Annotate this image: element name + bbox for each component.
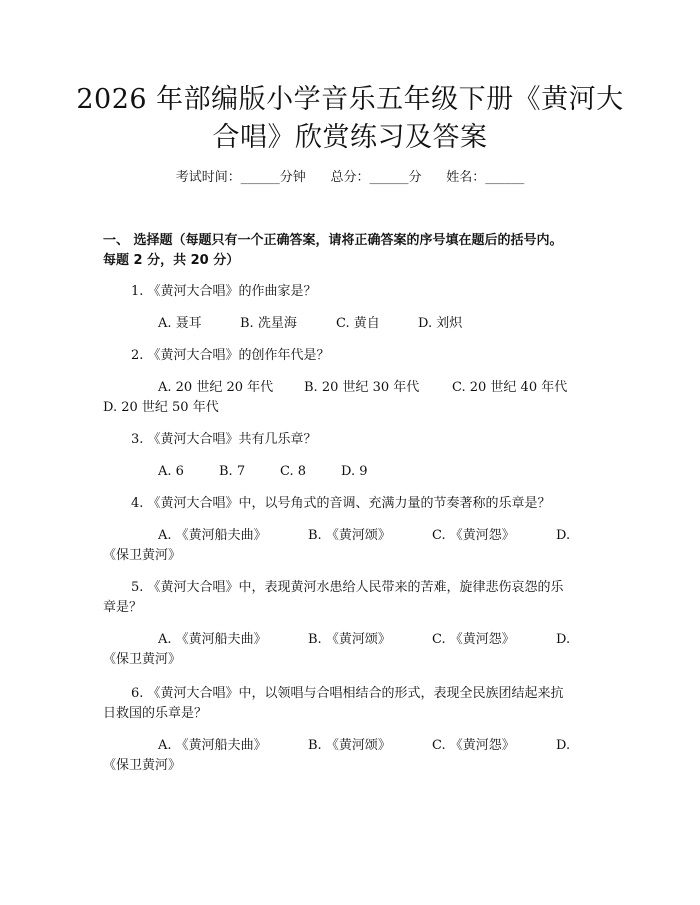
option-c: C. 20 世纪 40 年代 [452, 380, 568, 395]
question-3: 3. 《黄河大合唱》共有几乐章？ [131, 432, 317, 447]
question-5: 5. 《黄河大合唱》中，表现黄河水患给人民带来的苦难，旋律悲伤哀怨的乐 [131, 580, 564, 595]
section-heading-line-2: 每题 2 分，共 20 分） [103, 253, 240, 268]
question-3-options [158, 462, 368, 482]
section-heading-line-1: 一、 选择题（每题只有一个正确答案，请将正确答案的序号填在题后的括号内。 [103, 233, 563, 248]
option-a: A. 《黄河船夫曲》 [158, 528, 267, 543]
option-b: B. 20 世纪 30 年代 [304, 380, 420, 395]
option-b: B. 7 [219, 464, 246, 479]
option-d: D. 20 世纪 50 年代 [103, 400, 219, 415]
question-2: 2. 《黄河大合唱》的创作年代是？ [131, 348, 330, 363]
option-d: D. 刘炽 [418, 316, 463, 331]
question-2-options [158, 378, 567, 398]
option-d: D. 9 [341, 464, 368, 479]
option-b: B. 《黄河颂》 [308, 632, 391, 647]
option-b: B. 冼星海 [240, 316, 297, 331]
option-a: A. 《黄河船夫曲》 [158, 632, 267, 647]
option-a: A. 聂耳 [158, 316, 202, 331]
option-d-letter: D. [556, 632, 571, 647]
option-c: C. 《黄河怨》 [432, 738, 515, 753]
option-a: A. 20 世纪 20 年代 [158, 380, 274, 395]
option-d-letter: D. [556, 528, 571, 543]
option-b: B. 《黄河颂》 [308, 738, 391, 753]
option-d-text: 《保卫黄河》 [103, 758, 182, 773]
option-c: C. 《黄河怨》 [432, 632, 515, 647]
question-6-cont: 日救国的乐章是？ [103, 706, 208, 721]
option-c: C. 8 [280, 464, 307, 479]
document-title-line-1: 2026 年部编版小学音乐五年级下册《黄河大 [76, 84, 624, 115]
option-d-letter: D. [556, 738, 571, 753]
option-a: A. 《黄河船夫曲》 [158, 738, 267, 753]
option-d-text: 《保卫黄河》 [103, 548, 182, 563]
question-4-options [158, 526, 570, 546]
option-b: B. 《黄河颂》 [308, 528, 391, 543]
question-6: 6. 《黄河大合唱》中，以领唱与合唱相结合的形式，表现全民族团结起来抗 [131, 686, 564, 701]
question-6-options [158, 736, 570, 756]
question-4: 4. 《黄河大合唱》中，以号角式的音调、充满力量的节奏著称的乐章是？ [131, 496, 551, 511]
option-c: C. 《黄河怨》 [432, 528, 515, 543]
question-1: 1. 《黄河大合唱》的作曲家是？ [131, 284, 317, 299]
question-5-options [158, 630, 570, 650]
question-1-options [158, 314, 462, 334]
option-c: C. 黄自 [336, 316, 380, 331]
exam-meta-line: 考试时间：______分钟 总分：______分 姓名：______ [175, 170, 525, 185]
option-d-text: 《保卫黄河》 [103, 652, 182, 667]
question-5-cont: 章是？ [103, 600, 143, 615]
document-title-line-2: 合唱》欣赏练习及答案 [212, 122, 488, 153]
option-a: A. 6 [158, 464, 184, 479]
